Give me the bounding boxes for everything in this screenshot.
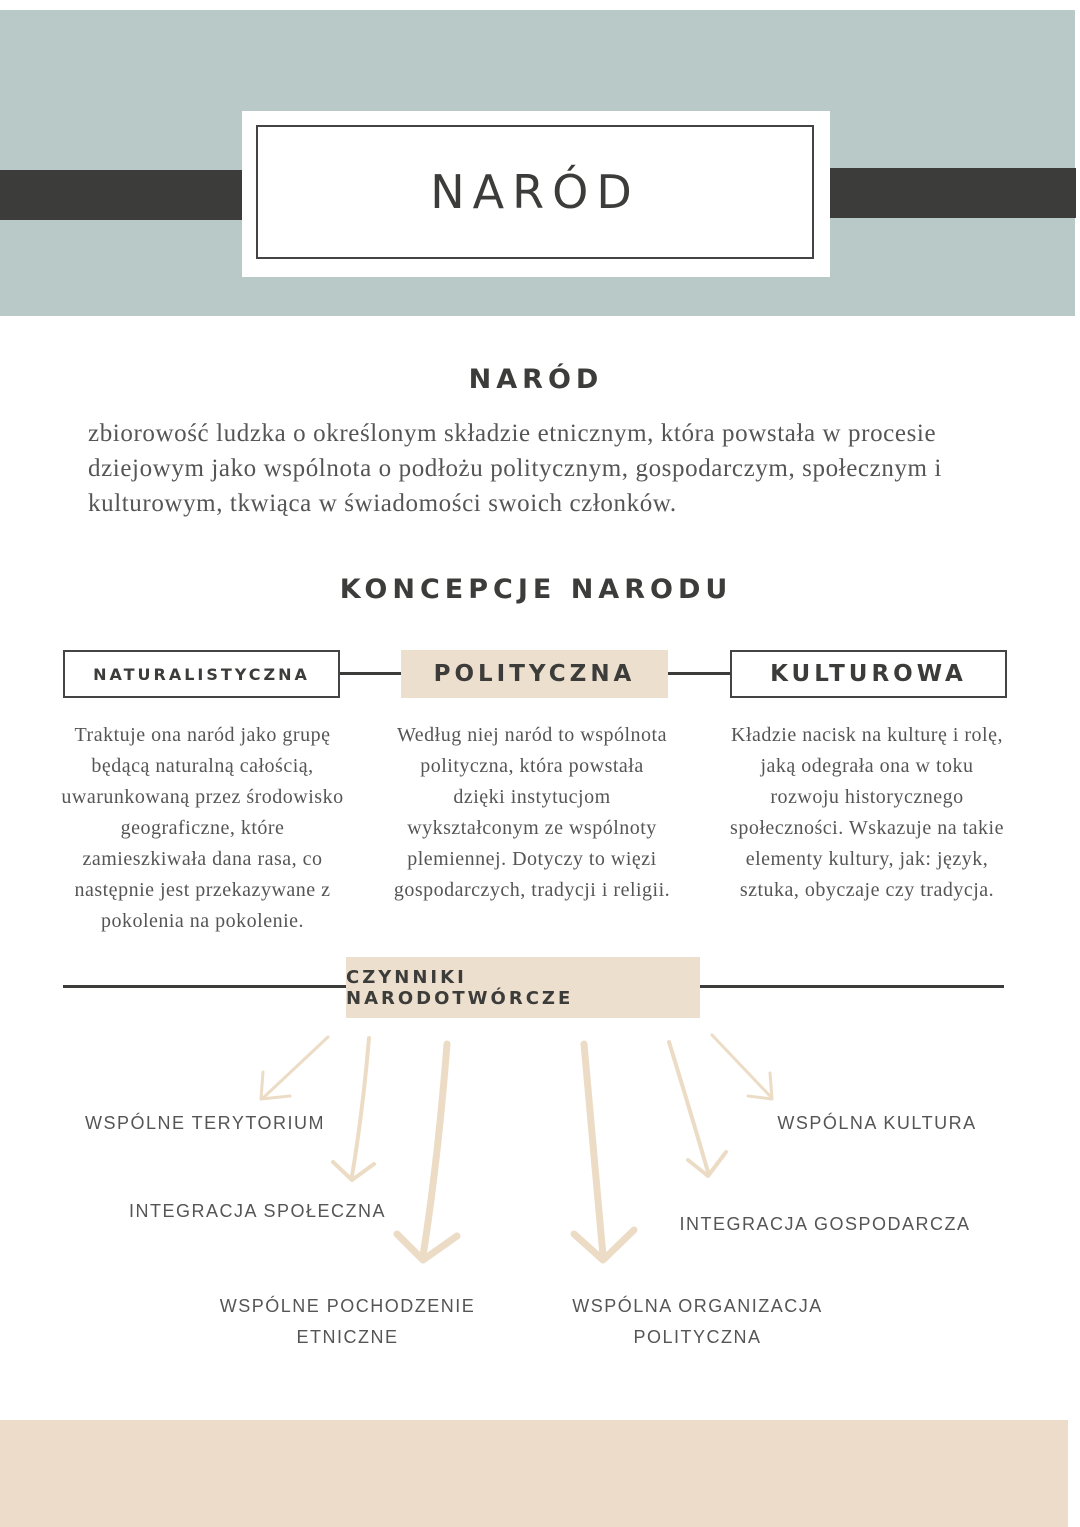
factors-heading: CZYNNIKI NARODOTWÓRCZE xyxy=(346,966,574,1009)
arrow-economic-icon xyxy=(669,1042,726,1176)
concept-political-description: Według niej naród to wspólnota polityczna, która powstała dzięki instytucjom wykształconym ze wspólnoty plemiennej. Dotyczy to więzi gospodarczych, tradycji i religii. xyxy=(393,724,671,901)
concept-political-box xyxy=(401,650,668,698)
factor-culture: WSPÓLNA KULTURA xyxy=(777,1113,977,1133)
concept-political-label: POLITYCZNA xyxy=(433,661,636,687)
concept-cultural-box xyxy=(730,650,1007,698)
concept-naturalistic-box xyxy=(63,650,340,698)
header-bar-right xyxy=(828,168,1076,218)
factor-political-organization: WSPÓLNA ORGANIZACJA POLITYCZNA xyxy=(572,1296,823,1347)
connector-line-left xyxy=(339,672,401,675)
title-box xyxy=(256,125,814,259)
concept-cultural-description: Kładzie nacisk na kulturę i rolę, jaką odegrała ona w toku rozwoju historycznego społeczności. Wskazuje na takie elementy kultury, jak: język, sztuka, obyczaje czy tradycja. xyxy=(730,724,1004,901)
concept-naturalistic-label: NATURALISTYCZNA xyxy=(93,664,310,684)
concept-cultural-label: KULTUROWA xyxy=(770,661,967,687)
definition-heading: NARÓD xyxy=(468,364,604,395)
definition-text: zbiorowość ludzka o określonym składzie etnicznym, która powstała w procesie dziejowym jako wspólnota o podłożu politycznym, gospodarczym, społecznym i kulturowym, tkwiąca w świadomości swoich członków. xyxy=(88,420,942,517)
arrow-ethnic-icon xyxy=(397,1044,457,1260)
concept-naturalistic-description: Traktuje ona naród jako grupę będącą naturalną całością, uwarunkowaną przez środowisko geograficzne, które zamieszkiwała dana rasa, co następnie jest przekazywane z pokolenia na pokolenie. xyxy=(61,724,344,932)
header-bar-left xyxy=(0,170,245,220)
factor-territory: WSPÓLNE TERYTORIUM xyxy=(84,1113,326,1133)
concepts-heading: KONCEPCJE NARODU xyxy=(339,574,733,605)
page-title: NARÓD xyxy=(430,165,640,219)
arrow-political-icon xyxy=(574,1044,634,1260)
connector-line-right xyxy=(668,672,731,675)
footer-band xyxy=(0,1420,1068,1527)
factors-heading-box xyxy=(346,957,700,1018)
arrow-territory-icon xyxy=(261,1037,328,1099)
factor-social-integration: INTEGRACJA SPOŁECZNA xyxy=(128,1201,387,1221)
factor-ethnic-origin: WSPÓLNE POCHODZENIE ETNICZNE xyxy=(219,1296,476,1347)
factor-economic-integration: INTEGRACJA GOSPODARCZA xyxy=(679,1214,971,1234)
arrow-culture-icon xyxy=(712,1035,772,1099)
